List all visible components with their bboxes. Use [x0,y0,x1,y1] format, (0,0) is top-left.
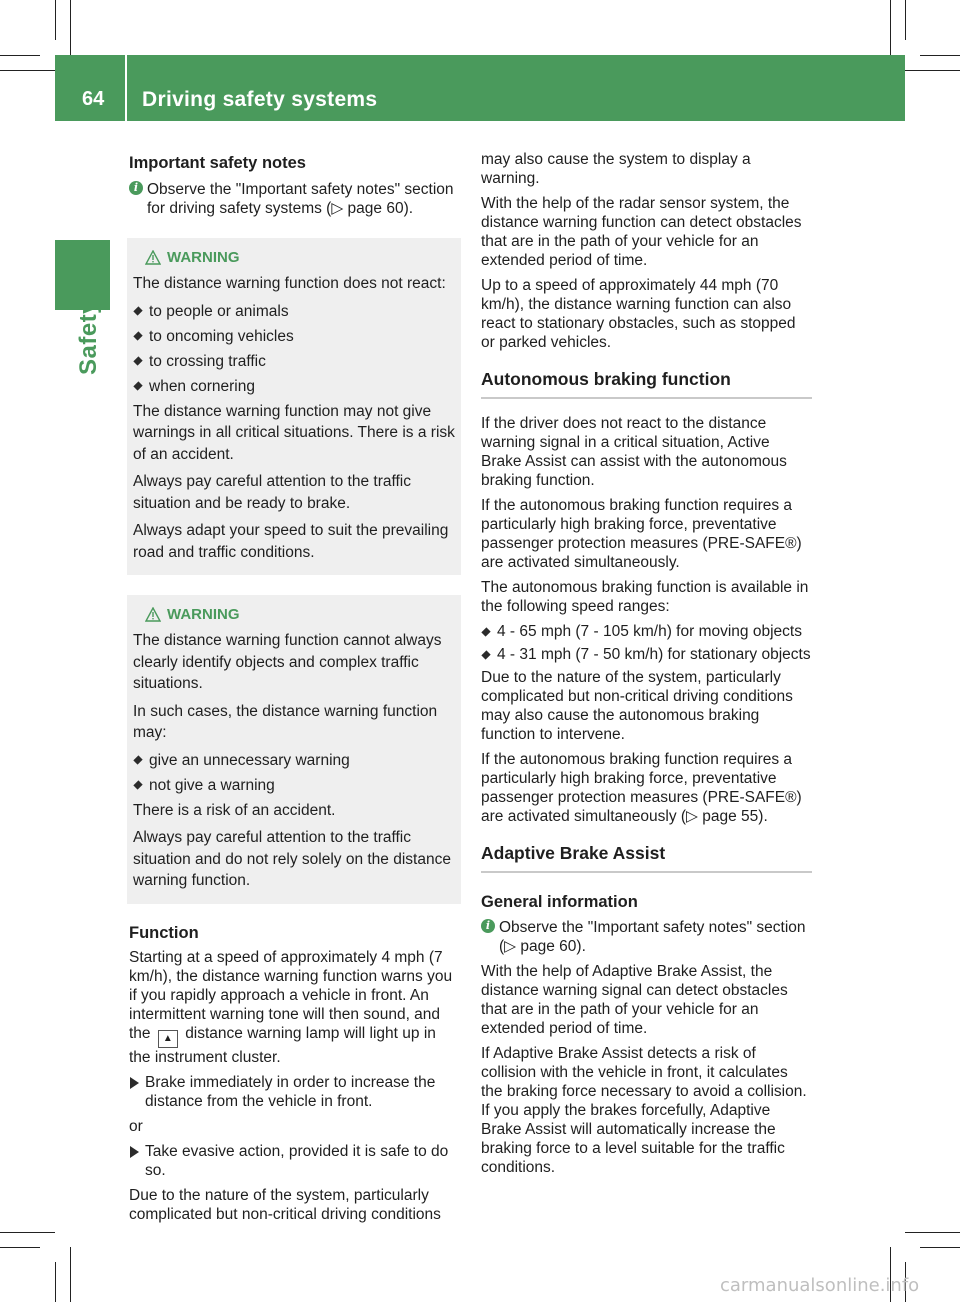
paragraph: Due to the nature of the system, particularly complicated but non-critical driving conditions may also cause the autonomous braking function to intervene. [481,669,793,743]
page-number: 64 [82,88,105,110]
step-list [129,1073,459,1111]
list-item: 4 - 31 mph (7 - 50 km/h) for stationary objects [481,645,812,664]
info-icon: i [481,919,495,933]
paragraph: With the help of Adaptive Brake Assist, the distance warning signal can detect obstacles that are in the path of your vehicle for an extended period of time. [481,963,788,1037]
warning-paragraph: Always pay careful attention to the traffic situation and do not rely solely on the distance warning function. [133,829,451,889]
crop-mark [0,70,55,71]
warning-triangle-icon [145,607,161,622]
warning-title [133,248,455,267]
paragraph: The autonomous braking function is available in the following speed ranges: [481,579,809,615]
crop-mark [905,0,906,40]
paragraph: If Adaptive Brake Assist detects a risk of collision with the vehicle in front, it calculates the braking force necessary to avoid a collision. If you apply the brakes forcefully, Adaptive Brake Assist will automatically increase the braking force to a level suitable for the traffic conditions. [481,1045,807,1176]
warning-paragraph: The distance warning function may not give warnings in all critical situations. There is a risk of an accident. [133,402,455,463]
paragraph: With the help of the radar sensor system, the distance warning function can detect obstacles that are in the path of your vehicle for an extended period of time. [481,195,802,269]
warning-intro: The distance warning function cannot always clearly identify objects and complex traffic situations. [133,632,442,692]
crop-mark [70,0,71,55]
crop-mark [905,1232,960,1233]
info-note [481,918,812,956]
distance-warning-lamp-icon: ▲ [158,1030,178,1048]
step-item: Brake immediately in order to increase the distance from the vehicle in front. [129,1073,459,1111]
warning-paragraph: Always pay careful attention to the traffic situation and be ready to brake. [133,473,412,512]
crop-mark [890,0,891,55]
warning-paragraph: There is a risk of an accident. [133,801,336,819]
warning-title [133,605,455,624]
adaptive-brake-assist-heading: Adaptive Brake Assist [481,844,812,873]
warning-title-text: WARNING [167,606,240,623]
warning-box [127,595,461,904]
warning-title-text: WARNING [167,249,240,266]
function-text: Starting at a speed of approximately 4 mph (7 km/h), the distance warning function warns you if you rapidly approach a vehicle in front. An intermittent warning tone will then sound, and the [129,948,453,1042]
crop-mark [920,1247,960,1248]
paragraph: may also cause the system to display a warning. [481,151,751,187]
warning-paragraph: Always adapt your speed to suit the prevailing road and traffic conditions. [133,522,449,561]
warning-intro: The distance warning function does not react: [133,275,446,292]
warning-bullet-list [133,750,455,796]
or-text: or [129,1117,143,1135]
crop-mark [70,1247,71,1302]
crop-mark [0,55,40,56]
crop-mark [55,0,56,40]
paragraph: If the autonomous braking function requires a particularly high braking force, preventative passenger protection measures (PRE-SAFE®) are activated simultaneously. [481,497,802,571]
step-item: Take evasive action, provided it is safe to do so. [129,1142,459,1180]
warning-bullet-list [133,301,455,397]
info-icon: i [129,181,143,195]
list-item: to people or animals [133,301,455,322]
section-title: Driving safety systems [142,88,378,111]
header-separator [125,55,127,121]
warning-paragraph: In such cases, the distance warning function may: [133,702,438,741]
important-safety-heading: Important safety notes [129,154,306,172]
paragraph: If the autonomous braking function requires a particularly high braking force, preventative passenger protection measures (PRE-SAFE®) are activated simultaneously (▷ page 55). [481,751,802,825]
step-list [129,1142,459,1180]
speed-range-list [481,622,812,664]
list-item: when cornering [133,376,455,397]
right-column [481,150,812,1183]
crop-mark [920,55,960,56]
info-note [129,180,459,218]
function-paragraph [129,948,459,1067]
list-item: to oncoming vehicles [133,326,455,347]
info-note-text: Observe the "Important safety notes" section for driving safety systems (▷ page 60). [147,181,454,217]
crop-mark [0,1247,40,1248]
crop-mark [55,1262,56,1302]
function-text: distance warning lamp will light up in the instrument cluster. [129,1024,436,1066]
warning-triangle-icon [145,250,161,265]
paragraph: If the driver does not react to the distance warning signal in a critical situation, Active Brake Assist can assist with the autonomous braking function. [481,415,787,489]
warning-box [127,238,461,575]
paragraph: Up to a speed of approximately 44 mph (70 km/h), the distance warning function can also react to stationary obstacles, such as stopped or parked vehicles. [481,277,796,351]
crop-mark [0,1232,55,1233]
crop-mark [905,70,960,71]
list-item: not give a warning [133,775,455,796]
list-item: to crossing traffic [133,351,455,372]
watermark: carmanualsonline.info [720,1275,920,1296]
left-column [129,150,459,1230]
general-information-heading: General information [481,893,638,911]
list-item: 4 - 65 mph (7 - 105 km/h) for moving objects [481,622,812,641]
list-item: give an unnecessary warning [133,750,455,771]
info-note-text: Observe the "Important safety notes" section (▷ page 60). [499,919,806,955]
side-tab-label: Safety [75,299,102,375]
autonomous-braking-heading: Autonomous braking function [481,370,812,399]
function-paragraph: Due to the nature of the system, particularly complicated but non-critical driving conditions [129,1186,441,1223]
function-heading: Function [129,923,199,942]
